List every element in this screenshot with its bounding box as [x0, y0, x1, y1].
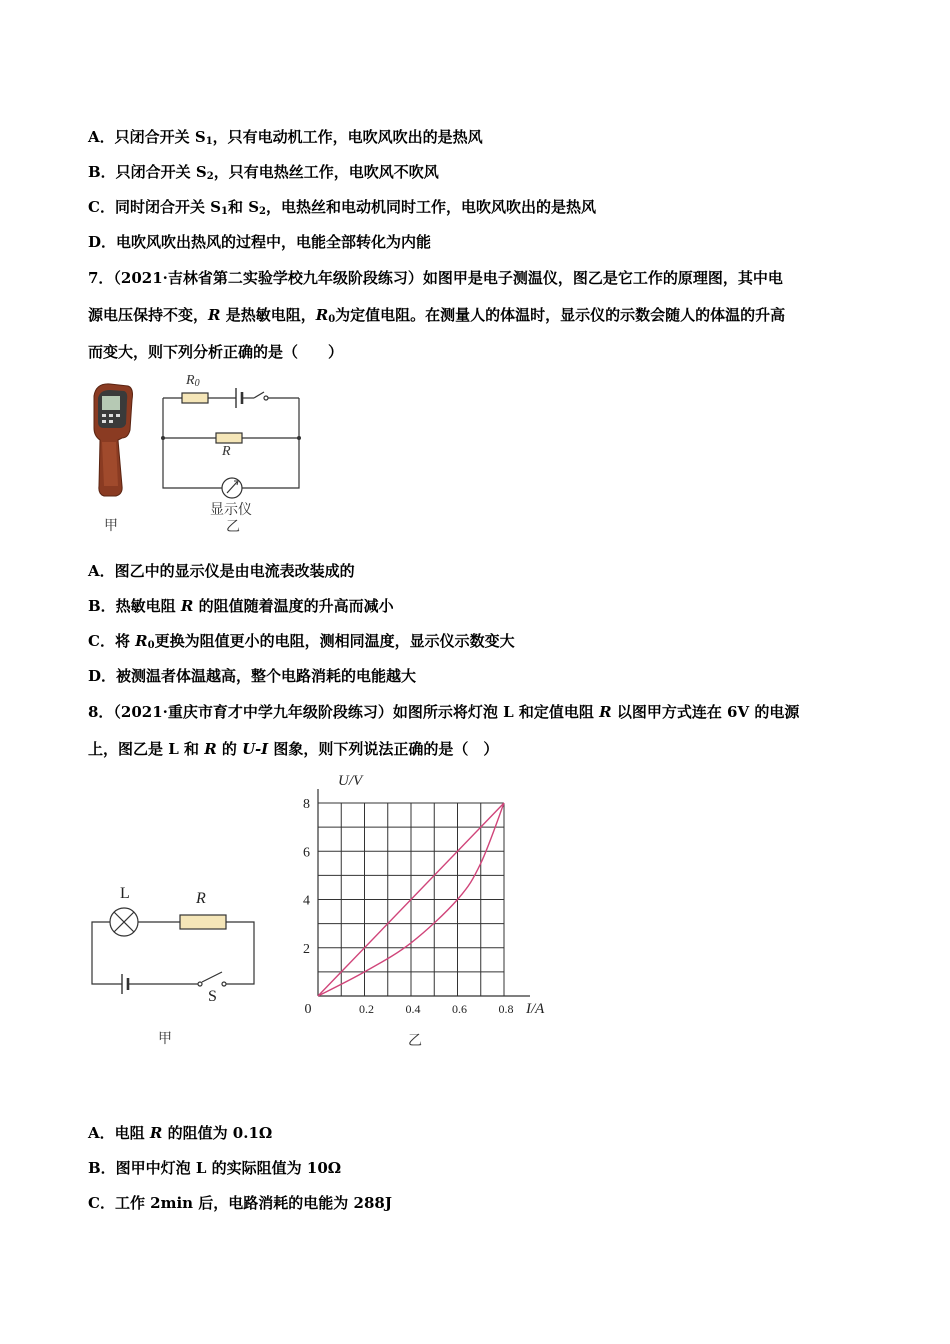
q7-label-r: R — [222, 444, 231, 459]
y-tick-label: 8 — [303, 797, 310, 812]
origin-label: 0 — [304, 1002, 312, 1015]
resistor-r — [216, 433, 242, 443]
x-tick-label: 0.4 — [405, 1002, 421, 1015]
q7-option-d: D．被测温者体温越高，整个电路消耗的电能越大 — [88, 667, 417, 685]
q8-caption-jia: 甲 — [158, 1031, 172, 1047]
q8-label-l: L — [120, 885, 130, 902]
q7-option-c: C．将 $R_0$更换为阻值更小的电阻，测相同温度，显示仪示数变大 — [88, 632, 515, 651]
q7-circuit-diagram — [150, 368, 320, 518]
y-tick-label: 4 — [303, 893, 310, 909]
x-tick-label: 0.8 — [498, 1002, 514, 1015]
x-tick-label: 0.2 — [359, 1002, 374, 1015]
q8-label-r: R — [196, 890, 206, 907]
q6-option-c: C．同时闭合开关 $S_1$和 $S_2$，电热丝和电动机同时工作，电吹风吹出的是热风 — [88, 198, 597, 217]
y-axis-label: U/V — [338, 773, 363, 789]
q7-stem-line2: 源电压保持不变，R 是热敏电阻，$R_0$为定值电阻。在测量人的体温时，显示仪的示数会随人的体温的升高 — [88, 306, 786, 325]
q8-option-c: C．工作 2min 后，电路消耗的电能为 288J — [88, 1194, 392, 1212]
thermometer-figure — [88, 378, 138, 503]
q6-option-b: B．只闭合开关 $S_2$，只有电热丝工作，电吹风不吹风 — [88, 163, 439, 182]
y-tick-label: 6 — [303, 845, 310, 861]
q6-option-d: D．电吹风吹出热风的过程中，电能全部转化为内能 — [88, 233, 432, 251]
y-tick-label: 2 — [303, 941, 310, 957]
q7-stem-line3: 而变大，则下列分析正确的是（ ） — [88, 343, 344, 361]
q8-option-b: B．图甲中灯泡 L 的实际阻值为 10Ω — [88, 1159, 342, 1177]
thermometer-screen — [102, 396, 120, 410]
q7-caption-jia: 甲 — [104, 518, 118, 534]
q8-circuit-diagram — [80, 880, 270, 1010]
q8-stem-line2: 上，图乙是 L 和 R 的 U-I 图象，则下列说法正确的是（ ） — [88, 740, 499, 758]
ui-chart — [290, 765, 560, 1015]
q7-label-meter: 显示仪 — [210, 502, 252, 518]
x-axis-label: I/A — [526, 1001, 545, 1015]
x-tick-label: 0.6 — [452, 1002, 467, 1015]
q8-label-s: S — [208, 988, 217, 1005]
q8-caption-yi: 乙 — [408, 1033, 422, 1049]
resistor-r — [180, 915, 226, 929]
q7-label-r0: $R_0$ — [186, 373, 200, 389]
switch — [254, 392, 264, 398]
q8-stem-line1: 8．（2021·重庆市育才中学九年级阶段练习）如图所示将灯泡 L 和定值电阻 R 以图甲方式连在 6V 的电源 — [88, 703, 800, 721]
q6-option-a: A．只闭合开关 $S_1$，只有电动机工作，电吹风吹出的是热风 — [88, 128, 483, 147]
q7-option-a: A．图乙中的显示仪是由电流表改装成的 — [88, 562, 355, 580]
q8-option-a: A．电阻 R 的阻值为 0.1Ω — [88, 1124, 273, 1142]
q7-option-b: B．热敏电阻 R 的阻值随着温度的升高而减小 — [88, 597, 394, 615]
q7-caption-yi: 乙 — [226, 519, 240, 535]
q7-stem-line1: 7．（2021·吉林省第二实验学校九年级阶段练习）如图甲是电子测温仪，图乙是它工作的原理图，其中电 — [88, 269, 783, 287]
resistor-r0 — [182, 393, 208, 403]
switch — [202, 972, 222, 982]
